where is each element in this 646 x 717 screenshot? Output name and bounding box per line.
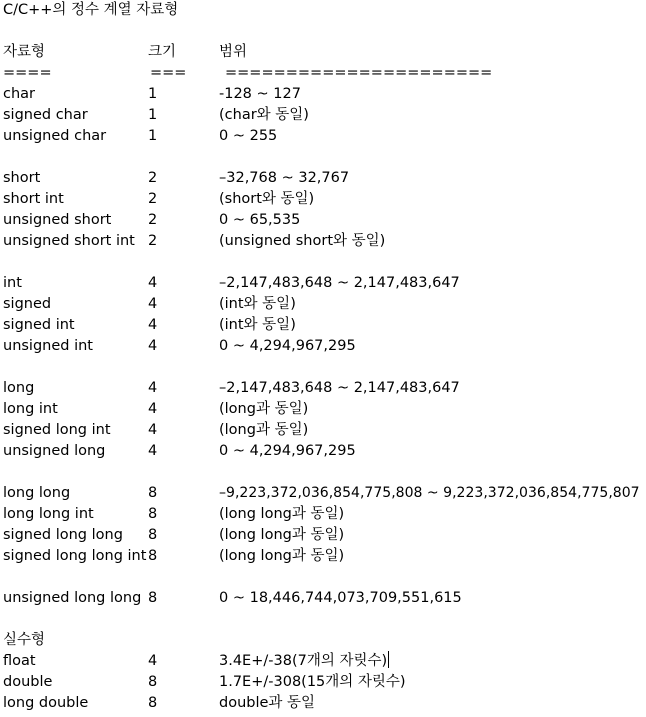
- size-cell: 4: [148, 401, 158, 417]
- blank-line: [3, 609, 646, 630]
- range-cell: (int와 동일): [219, 317, 296, 333]
- blank-line: [3, 462, 646, 483]
- range-cell: -128 ~ 127: [219, 86, 301, 102]
- header-underline: [3, 63, 646, 84]
- type-cell: unsigned short: [3, 212, 112, 228]
- header-type: 자료형: [3, 44, 46, 60]
- size-cell: 4: [148, 443, 158, 459]
- table-row: [3, 525, 646, 546]
- size-cell: 8: [148, 548, 158, 564]
- table-row: [3, 441, 646, 462]
- type-cell: signed: [3, 296, 52, 312]
- table-row: [3, 273, 646, 294]
- table-row: [3, 84, 646, 105]
- table-row: [3, 231, 646, 252]
- table-row: [3, 378, 646, 399]
- range-cell: (long과 동일): [219, 401, 309, 417]
- range-cell: double과 동일: [219, 695, 316, 711]
- blank-line: [3, 357, 646, 378]
- range-cell: 0 ~ 18,446,744,073,709,551,615: [219, 590, 462, 606]
- table-row: [3, 651, 646, 672]
- type-cell: unsigned long long: [3, 590, 142, 606]
- range-cell: 0 ~ 255: [219, 128, 278, 144]
- float-section-title: [3, 630, 646, 651]
- type-cell: unsigned int: [3, 338, 93, 354]
- title-text: C/C++의 정수 계열 자료형: [3, 2, 179, 18]
- table-row: [3, 546, 646, 567]
- type-cell: unsigned short int: [3, 233, 135, 249]
- range-cell: (long long과 동일): [219, 506, 345, 522]
- type-cell: long long int: [3, 506, 94, 522]
- table-row: [3, 210, 646, 231]
- range-cell: 3.4E+/-38(7개의 자릿수): [219, 653, 388, 669]
- range-cell: (short와 동일): [219, 191, 315, 207]
- size-cell: 2: [148, 191, 158, 207]
- range-cell: 0 ~ 4,294,967,295: [219, 443, 356, 459]
- size-cell: 2: [148, 170, 158, 186]
- range-cell: (int와 동일): [219, 296, 296, 312]
- blank-line: [3, 252, 646, 273]
- type-cell: signed long int: [3, 422, 111, 438]
- size-cell: 8: [148, 674, 158, 690]
- size-cell: 4: [148, 296, 158, 312]
- header-row: [3, 42, 646, 63]
- underline-range: ======================: [225, 65, 493, 81]
- range-cell: –2,147,483,648 ~ 2,147,483,647: [219, 380, 460, 396]
- table-row: [3, 693, 646, 714]
- size-cell: 1: [148, 128, 158, 144]
- size-cell: 4: [148, 653, 158, 669]
- range-cell: 0 ~ 4,294,967,295: [219, 338, 356, 354]
- float-types-section: [3, 651, 646, 714]
- size-cell: 2: [148, 212, 158, 228]
- size-cell: 4: [148, 422, 158, 438]
- size-cell: 4: [148, 275, 158, 291]
- type-cell: long long: [3, 485, 71, 501]
- size-cell: 4: [148, 338, 158, 354]
- ull-row: [3, 588, 646, 609]
- size-cell: 4: [148, 317, 158, 333]
- type-cell: long: [3, 380, 35, 396]
- range-cell: –2,147,483,648 ~ 2,147,483,647: [219, 275, 460, 291]
- type-cell: int: [3, 275, 22, 291]
- blank-line: [3, 567, 646, 588]
- size-cell: 8: [148, 590, 158, 606]
- range-cell: (long long과 동일): [219, 527, 345, 543]
- range-cell: (long과 동일): [219, 422, 309, 438]
- type-cell: signed long long int: [3, 548, 147, 564]
- range-cell: (char와 동일): [219, 107, 309, 123]
- size-cell: 4: [148, 380, 158, 396]
- size-cell: 1: [148, 86, 158, 102]
- header-range: 범위: [219, 44, 248, 60]
- type-cell: signed long long: [3, 527, 123, 543]
- underline-type: ====: [3, 65, 52, 81]
- integer-types-section: [3, 84, 646, 588]
- range-cell: 0 ~ 65,535: [219, 212, 301, 228]
- type-cell: long double: [3, 695, 89, 711]
- type-cell: signed char: [3, 107, 88, 123]
- type-cell: short: [3, 170, 41, 186]
- type-cell: double: [3, 674, 53, 690]
- type-cell: unsigned char: [3, 128, 107, 144]
- float-title-text: 실수형: [3, 632, 46, 648]
- size-cell: 8: [148, 485, 158, 501]
- type-cell: long int: [3, 401, 58, 417]
- table-row: [3, 168, 646, 189]
- text-cursor: [388, 651, 389, 668]
- table-row: [3, 504, 646, 525]
- table-row: [3, 483, 646, 504]
- table-row: [3, 420, 646, 441]
- table-row: [3, 315, 646, 336]
- table-row: [3, 189, 646, 210]
- type-cell: unsigned long: [3, 443, 106, 459]
- range-cell: –32,768 ~ 32,767: [219, 170, 350, 186]
- underline-size: ===: [150, 65, 187, 81]
- range-cell: (long long과 동일): [219, 548, 345, 564]
- table-row: [3, 126, 646, 147]
- type-cell: float: [3, 653, 36, 669]
- type-cell: short int: [3, 191, 64, 207]
- table-row: [3, 336, 646, 357]
- document-body[interactable]: [3, 0, 646, 714]
- table-row: [3, 105, 646, 126]
- size-cell: 8: [148, 527, 158, 543]
- range-cell: (unsigned short와 동일): [219, 233, 386, 249]
- table-row: [3, 399, 646, 420]
- range-cell: –9,223,372,036,854,775,808 ~ 9,223,372,036,854,775,807: [219, 485, 640, 501]
- type-cell: char: [3, 86, 36, 102]
- blank-line: [3, 21, 646, 42]
- table-row: [3, 672, 646, 693]
- size-cell: 8: [148, 506, 158, 522]
- size-cell: 8: [148, 695, 158, 711]
- header-size: 크기: [148, 44, 177, 60]
- range-cell: 1.7E+/-308(15개의 자릿수): [219, 674, 406, 690]
- type-cell: signed int: [3, 317, 75, 333]
- document-title: [3, 0, 646, 21]
- size-cell: 1: [148, 107, 158, 123]
- size-cell: 2: [148, 233, 158, 249]
- blank-line: [3, 147, 646, 168]
- table-row: [3, 294, 646, 315]
